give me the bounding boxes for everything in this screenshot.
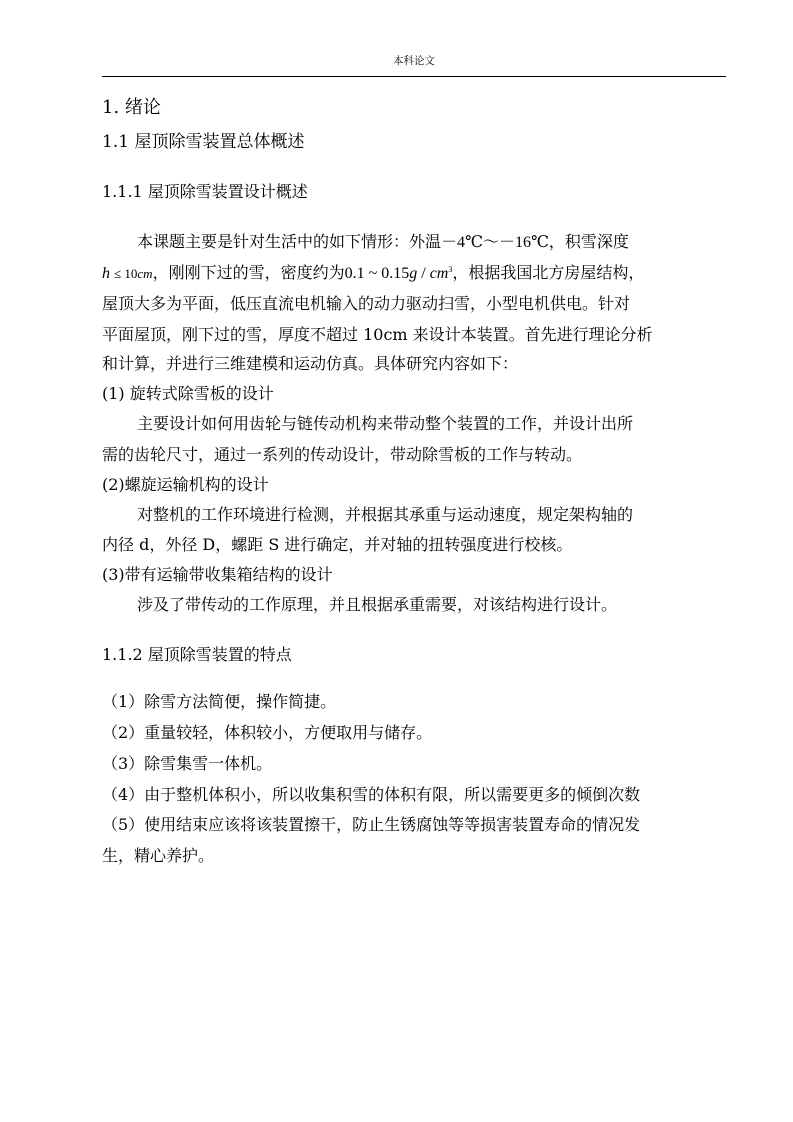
intro-line-2 (102, 263, 728, 284)
density-slash: / (417, 265, 430, 282)
depth-formula (102, 265, 153, 282)
temp-separator: ～ (482, 232, 499, 251)
temp-unit: ℃ (465, 232, 483, 251)
intro-line-1 (137, 232, 728, 253)
temp-from: －4 (441, 234, 466, 251)
density-formula (345, 265, 453, 282)
chapter-title: 1. 绪论 (102, 97, 161, 118)
research-item-title: (3)带有运输带收集箱结构的设计 (102, 565, 333, 584)
density-exponent: 3 (448, 265, 453, 274)
feature-item: （5）使用结束应该将该装置擦干，防止生锈腐蚀等等损害装置寿命的情况发 (102, 815, 641, 834)
research-item-body-line: 内径 d，外径 D，螺距 S 进行确定，并对轴的扭转强度进行校核。 (102, 535, 573, 554)
section-title-1-1-1: 1.1.1 屋顶除雪装置设计概述 (102, 182, 308, 201)
density-unit-g: g (409, 265, 418, 282)
temp-to: －16 (498, 234, 531, 251)
feature-item: （4）由于整机体积小，所以收集积雪的体积有限，所以需要更多的倾倒次数 (102, 785, 641, 804)
research-item-body-line: 主要设计如何用齿轮与链传动机构来带动整个装置的工作，并设计出所 (137, 414, 634, 433)
intro-line-2-mid: ，刚刚下过的雪，密度约为 (152, 263, 345, 282)
intro-line-5: 和计算，并进行三维建模和运动仿真。具体研究内容如下： (102, 354, 519, 373)
temp-end: ℃，积雪深度 (530, 232, 629, 251)
density-unit-cm: cm (429, 265, 449, 282)
research-item-title: (2)螺旋运输机构的设计 (102, 475, 269, 494)
feature-item: （3）除雪集雪一体机。 (102, 754, 273, 773)
research-item-body-line: 涉及了带传动的工作原理，并且根据承重需要，对该结构进行设计。 (137, 595, 618, 614)
feature-item: （1）除雪方法简便，操作简捷。 (102, 692, 337, 711)
intro-line-3: 屋顶大多为平面，低压直流电机输入的动力驱动扫雪，小型电机供电。针对 (102, 294, 631, 313)
intro-line-1-text: 本课题主要是针对生活中的如下情形：外温 (137, 232, 442, 251)
section-title-1-1: 1.1 屋顶除雪装置总体概述 (102, 132, 305, 152)
depth-relation: ≤ 10 (114, 266, 138, 281)
density-range: 0.1 ~ 0.15 (344, 265, 410, 282)
intro-line-2-end: ，根据我国北方房屋结构， (452, 263, 645, 282)
depth-variable: h (102, 265, 110, 282)
research-item-title: (1) 旋转式除雪板的设计 (102, 384, 274, 403)
research-item-body-line: 需的齿轮尺寸，通过一系列的传动设计，带动除雪板的工作与转动。 (102, 445, 583, 464)
intro-line-4: 平面屋顶，刚下过的雪，厚度不超过 10cm 来设计本装置。首先进行理论分析 (102, 325, 653, 344)
research-item-body-line: 对整机的工作环境进行检测，并根据其承重与运动速度，规定架构轴的 (137, 505, 634, 524)
depth-unit: cm (137, 266, 153, 281)
feature-item: （2）重量较轻，体积较小，方便取用与储存。 (102, 723, 433, 742)
running-header: 本科论文 (393, 55, 435, 67)
feature-item: 生，精心养护。 (102, 846, 215, 865)
section-title-1-1-2: 1.1.2 屋顶除雪装置的特点 (102, 645, 292, 664)
header-divider (102, 76, 726, 77)
